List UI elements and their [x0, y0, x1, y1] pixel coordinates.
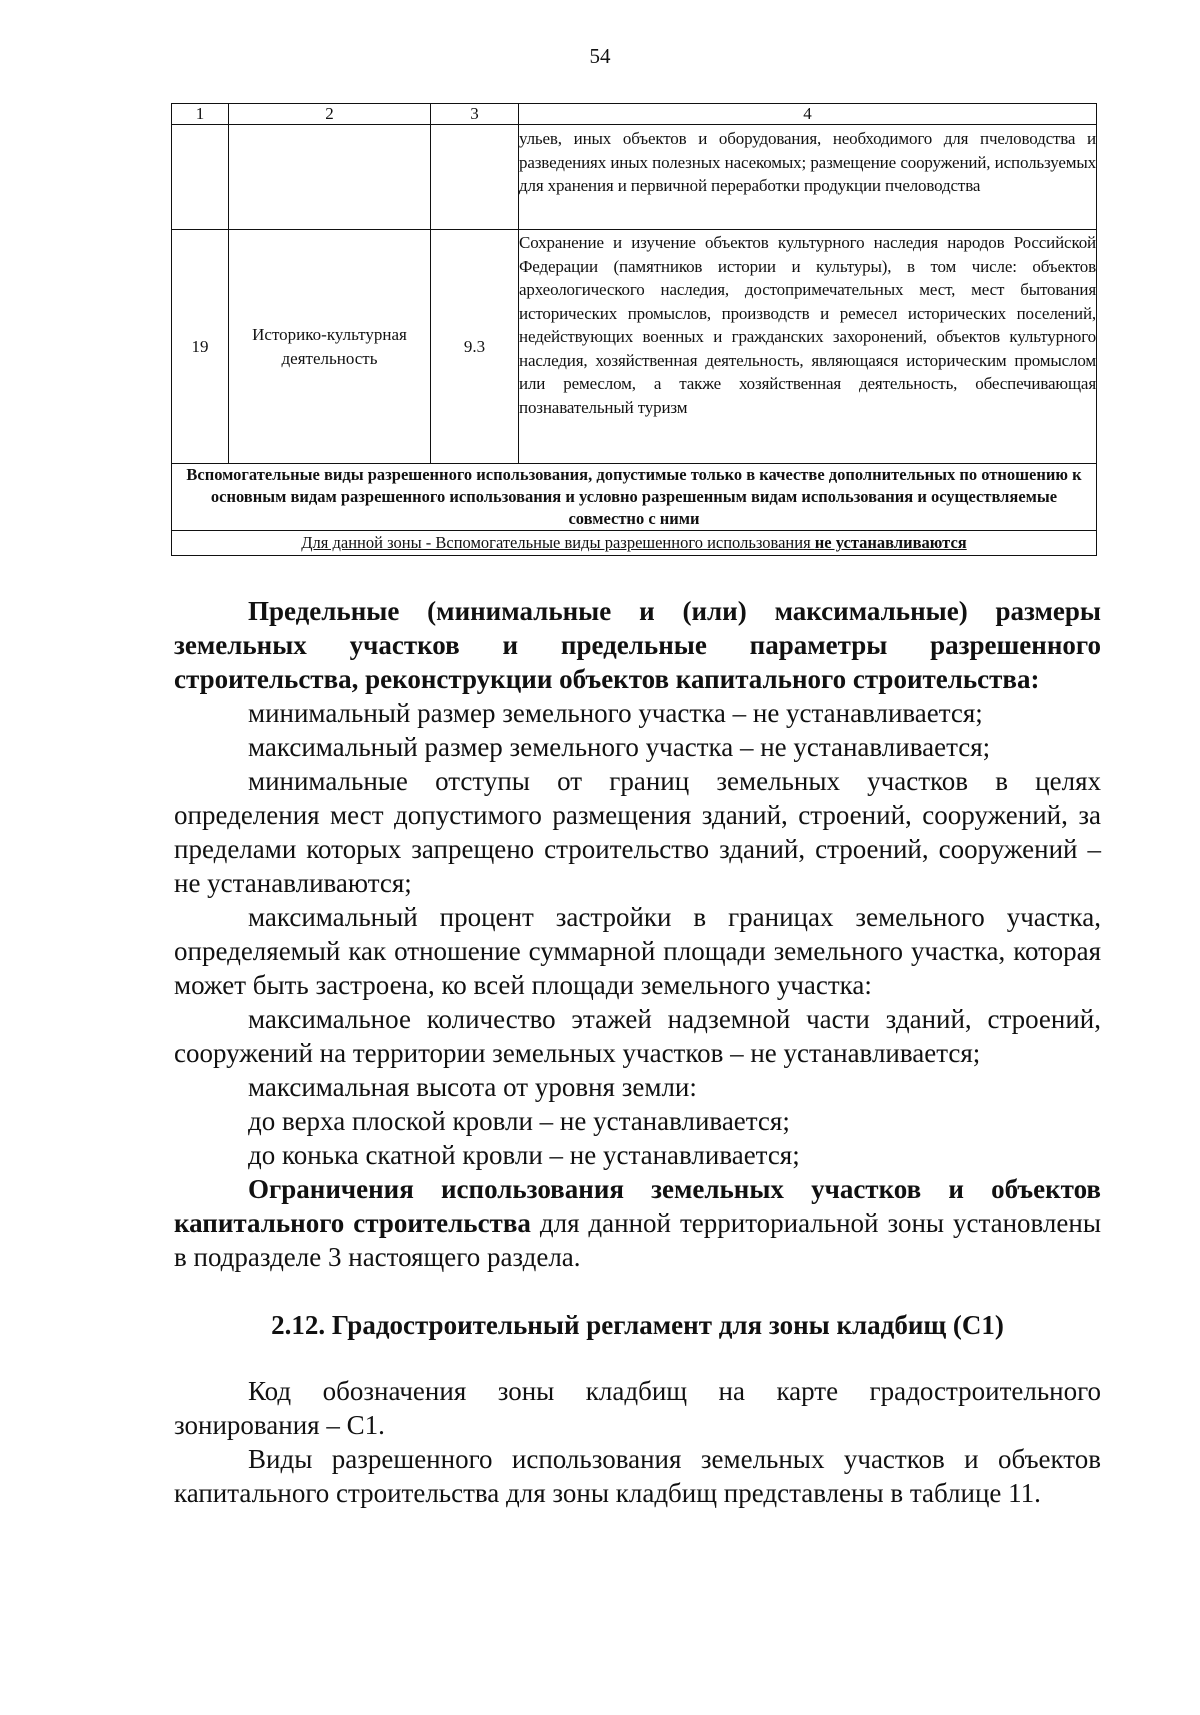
aux-note-bold: не устанавливаются: [814, 533, 967, 552]
empty-cell: [172, 125, 229, 230]
pitched-roof-height: до конька скатной кровли – не устанавливается;: [248, 1140, 800, 1170]
table-header-row: [172, 104, 1097, 125]
row-number: 19: [172, 230, 229, 464]
aux-title-row: [172, 464, 1097, 531]
row-use-description: Сохранение и изучение объектов культурного наследия народов Российской Федерации (памятников истории и культуры), в том числе: объектов археологического наследия, достопримечательных мест, мест бытования исторических промыслов, производств и ремесел исторических поселений, недействующих военных и гражданских захоронений, объектов культурного наследия, хозяйственная деятельность, являющаяся историческим промыслом или ремеслом, а также хозяйственная деятельность, обеспечивающая познавательный туризм: [519, 230, 1097, 464]
min-offsets: минимальные отступы от границ земельных участков в целях определения мест допустимого размещения зданий, строений, сооружений, за пределами которых запрещено строительство зданий, строений, сооружений – не устанавливаются;: [174, 766, 1101, 898]
table-row: [172, 230, 1097, 464]
page-number: 54: [589, 44, 611, 68]
empty-cell: [229, 125, 431, 230]
header-col-2: 2: [229, 104, 431, 125]
restrictions-rest: для данной территориальной зоны установлены в подразделе 3 настоящего раздела.: [174, 1208, 1101, 1272]
land-use-table: [171, 103, 1097, 556]
section-heading: 2.12. Градостроительный регламент для зоны кладбищ (С1): [271, 1310, 1004, 1340]
max-height: максимальная высота от уровня земли:: [248, 1072, 697, 1102]
restrictions-bold: Ограничения использования земельных участков и объектов капитального строительства: [174, 1174, 1101, 1238]
flat-roof-height: до верха плоской кровли – не устанавливается;: [248, 1106, 790, 1136]
max-build-percent: максимальный процент застройки в границах земельного участка, определяемый как отношение суммарной площади земельного участка, которая может быть застроена, ко всей площади земельного участка:: [174, 902, 1101, 1000]
limits-heading: Предельные (минимальные и (или) максимальные) размеры земельных участков и предельные параметры разрешенного строительства, реконструкции объектов капитального строительства:: [174, 596, 1101, 694]
aux-note-row: [172, 531, 1097, 556]
aux-note-prefix: Для данной зоны - Вспомогательные виды разрешенного использования: [301, 533, 815, 552]
aux-uses-title: Вспомогательные виды разрешенного использования, допустимые только в качестве дополнительных по отношению к основным видам разрешенного использования и условно разрешенным видам использования и осуществляемые совместно с ними: [172, 464, 1097, 531]
row-use-code: 9.3: [431, 230, 519, 464]
restrictions-paragraph: [174, 1172, 1101, 1274]
max-floors: максимальное количество этажей надземной части зданий, строений, сооружений на территории земельных участков – не устанавливается;: [174, 1004, 1101, 1068]
empty-cell: [431, 125, 519, 230]
table-row-continuation: [172, 125, 1097, 230]
aux-uses-note: [172, 531, 1097, 556]
zone-types-paragraph: Виды разрешенного использования земельных участков и объектов капитального строительства для зоны кладбищ представлены в таблице 11.: [174, 1444, 1101, 1508]
regulation-body: [174, 594, 1101, 1510]
continuation-description: ульев, иных объектов и оборудования, необходимого для пчеловодства и разведениях иных полезных насекомых; размещение сооружений, используемых для хранения и первичной переработки продукции пчеловодства: [519, 125, 1097, 230]
header-col-1: 1: [172, 104, 229, 125]
min-plot-size: минимальный размер земельного участка – не устанавливается;: [248, 698, 983, 728]
header-col-4: 4: [519, 104, 1097, 125]
zone-code-paragraph: Код обозначения зоны кладбищ на карте градостроительного зонирования – С1.: [174, 1376, 1101, 1440]
header-col-3: 3: [431, 104, 519, 125]
max-plot-size: максимальный размер земельного участка – не устанавливается;: [248, 732, 991, 762]
row-use-name: Историко-культурная деятельность: [229, 230, 431, 464]
